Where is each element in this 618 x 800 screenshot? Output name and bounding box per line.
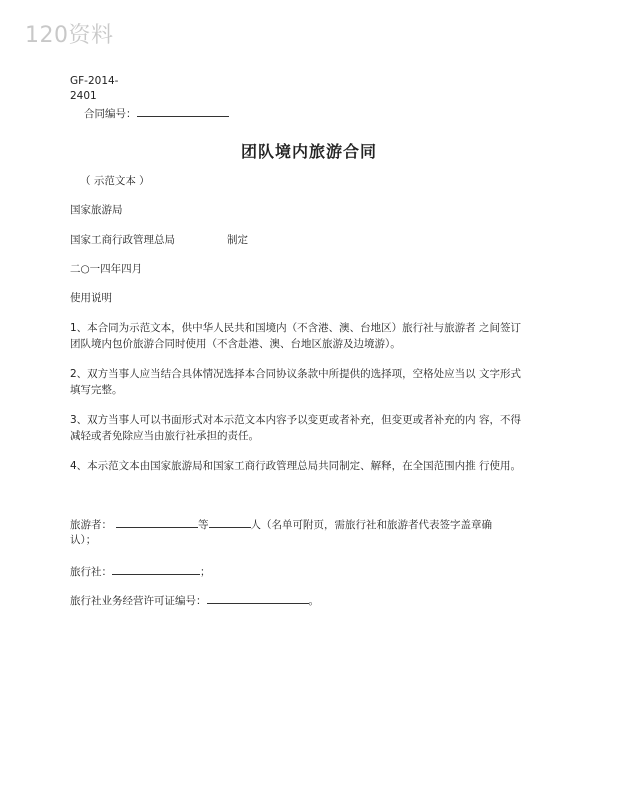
issuer-suffix: 制定 bbox=[227, 234, 248, 246]
contract-number-label: 合同编号： bbox=[84, 108, 137, 120]
tourist-name-blank bbox=[116, 517, 198, 528]
tourist-label: 旅游者： bbox=[70, 519, 112, 531]
license-row bbox=[70, 593, 319, 609]
issue-date: 二○一四年四月 bbox=[70, 263, 143, 275]
license-number-blank bbox=[207, 593, 309, 604]
instructions-heading: 使用说明 bbox=[70, 292, 112, 304]
doc-code-line1: GF-2014- bbox=[70, 75, 119, 87]
agency-label: 旅行社： bbox=[70, 566, 112, 578]
contract-number-row bbox=[84, 106, 229, 122]
tourist-count-blank bbox=[209, 517, 251, 528]
license-end: 。 bbox=[308, 595, 319, 607]
instruction-item-2: 2、双方当事人应当结合具体情况选择本合同协议条款中所提供的选择项，空格处应当以 文字形式填写完整。 bbox=[70, 368, 522, 396]
issuer-tourism-bureau: 国家旅游局 bbox=[70, 204, 123, 216]
agency-row bbox=[70, 564, 211, 580]
license-label: 旅行社业务经营许可证编号： bbox=[70, 595, 207, 607]
issuer-commerce-admin-name: 国家工商行政管理总局 bbox=[70, 234, 175, 246]
tourist-row bbox=[70, 517, 492, 533]
tourist-suffix-line2: 认）； bbox=[70, 534, 97, 546]
doc-code-line2: 2401 bbox=[70, 90, 97, 102]
tourist-mid: 等 bbox=[198, 519, 209, 531]
watermark: 120资料 bbox=[25, 23, 114, 48]
issuer-commerce-admin bbox=[70, 233, 248, 248]
instruction-item-3: 3、双方当事人可以书面形式对本示范文本内容予以变更或者补充，但变更或者补充的内 容，不得减轻或者免除应当由旅行社承担的责任。 bbox=[70, 414, 522, 442]
agency-name-blank bbox=[112, 564, 200, 575]
instruction-item-4: 4、本示范文本由国家旅游局和国家工商行政管理总局共同制定、解释，在全国范围内推 行使用。 bbox=[70, 460, 522, 472]
tourist-suffix: 人（名单可附页，需旅行社和旅游者代表签字盖章确 bbox=[250, 519, 492, 531]
instruction-item-1: 1、本合同为示范文本，供中华人民共和国境内（不含港、澳、台地区）旅行社与旅游者 之间签订团队境内包价旅游合同时使用（不含赴港、澳、台地区旅游及边境游）。 bbox=[70, 322, 522, 350]
page-title: 团队境内旅游合同 bbox=[240, 142, 377, 161]
sample-text-label: （ 示范文本 ） bbox=[80, 175, 150, 187]
contract-number-blank bbox=[137, 106, 229, 117]
agency-end: ； bbox=[200, 566, 211, 578]
